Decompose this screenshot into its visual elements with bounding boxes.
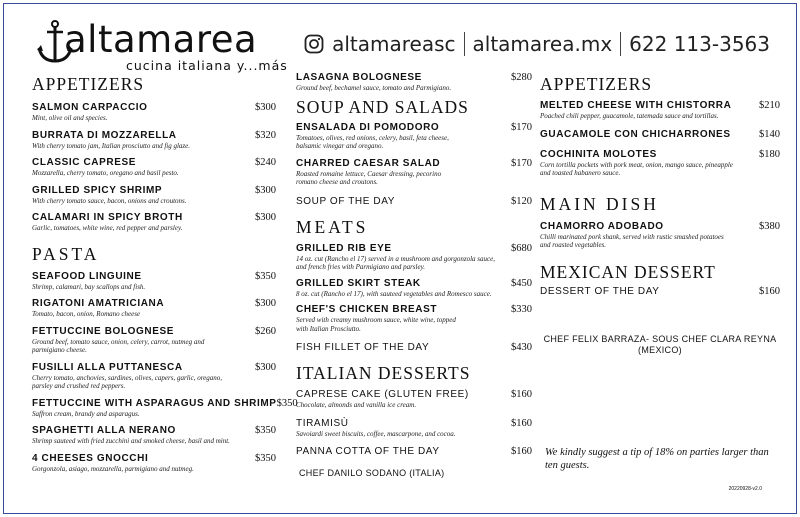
menu-item [540, 129, 780, 140]
item-name: BURRATA DI MOZZARELLA [32, 129, 177, 141]
column-middle [296, 68, 532, 478]
item-desc: Garlic, tomatoes, white wine, red pepper and parsley. [32, 224, 183, 232]
menu-item [540, 149, 780, 178]
tip-note: We kindly suggest a tip of 18% on parties larger than ten guests. [545, 447, 769, 471]
item-name: COCHINITA MOLOTES [540, 148, 657, 160]
item-name: SALMON CARPACCIO [32, 102, 148, 113]
item-name: FISH FILLET OF THE DAY [296, 342, 430, 353]
item-name: CAPRESE CAKE (GLUTEN FREE) [296, 389, 469, 400]
item-desc: 14 oz. cut (Rancho el 17) served in a mushroom and gorgonzola sauce, and french fries with Parmigiano and parsley. [296, 254, 495, 271]
item-name: 4 CHEESES GNOCCHI [32, 452, 149, 464]
chefs-credit: CHEF FELIX BARRAZA- SOUS CHEF CLARA REYNA (MEXICO) [543, 333, 777, 355]
section-title-appetizers-mx: APPETIZERS [540, 74, 653, 94]
item-price: $350 [255, 425, 276, 436]
header [4, 4, 798, 74]
item-price: $140 [759, 128, 780, 140]
item-name: LASAGNA BOLOGNESE [296, 72, 422, 83]
item-desc: With cherry tomato sauce, bacon, onions and croutons. [32, 196, 187, 205]
item-price: $170 [511, 121, 532, 133]
item-desc: 8 oz. cut (Rancho el 17), with sauteed vegetables and Romesco sauce. [296, 289, 492, 298]
item-name: TIRAMISÙ [296, 417, 349, 429]
menu-item [540, 100, 780, 121]
menu-item [32, 212, 276, 233]
menu-item [32, 271, 276, 292]
menu-item [296, 304, 532, 333]
menu-item [296, 196, 532, 207]
tagline: cucina italiana y...más [126, 58, 288, 73]
item-name: GRILLED RIB EYE [296, 242, 392, 254]
item-price: $120 [511, 195, 532, 207]
item-desc: Shrimp sauteed with fried zucchini and smoked cheese, basil and mint. [32, 437, 230, 445]
menu-item [32, 102, 276, 123]
item-price: $450 [511, 277, 532, 289]
item-name: GRILLED SPICY SHRIMP [32, 184, 163, 196]
item-name: DESSERT OF THE DAY [540, 285, 660, 297]
column-right [540, 68, 780, 356]
item-price: $680 [511, 242, 532, 254]
menu-item [32, 185, 276, 206]
item-price: $300 [255, 184, 276, 196]
section-title-italian-desserts: ITALIAN DESSERTS [296, 363, 471, 383]
item-price: $350 [255, 270, 276, 282]
website-link[interactable]: altamarea.mx [472, 32, 613, 56]
item-desc: Chocolate, almonds and vanilla ice cream. [296, 401, 417, 409]
item-price: $170 [511, 157, 532, 169]
column-left [32, 68, 298, 473]
instagram-icon [304, 34, 324, 54]
item-name: ENSALADA DI POMODORO [296, 121, 440, 133]
item-price: $160 [511, 417, 532, 429]
item-desc: Gorgonzola, asiago, mozzarella, parmigiano and nutmeg. [32, 464, 194, 473]
item-name: RIGATONI AMATRICIANA [32, 298, 165, 309]
item-name: CHAMORRO ADOBADO [540, 220, 664, 232]
phone-number[interactable]: 622 113-3563 [629, 32, 770, 56]
menu-item [296, 389, 532, 410]
menu-item [32, 157, 276, 178]
section-title-main-dish: MAIN DISH [540, 193, 659, 214]
item-price: $260 [255, 325, 276, 337]
item-name: CALAMARI IN SPICY BROTH [32, 212, 183, 223]
menu-item [32, 397, 298, 419]
item-desc: Corn tortilla pockets with pork meat, onion, mango sauce, pineapple and toasted habanero sauce. [540, 160, 733, 177]
item-name: SOUP OF THE DAY [296, 195, 396, 207]
menu-item [32, 130, 276, 151]
item-price: $240 [255, 157, 276, 168]
item-desc: Ground beef, tomato sauce, onion, celery, carrot, nutmeg and parmigiano cheese. [32, 337, 205, 354]
menu-item [296, 122, 532, 151]
contact-bar [304, 32, 770, 56]
section-title-soup-salads: SOUP AND SALADS [296, 96, 469, 117]
divider [620, 32, 621, 56]
item-price: $330 [511, 304, 532, 315]
item-price: $320 [255, 129, 276, 141]
item-desc: Tomatoes, olives, red onions, celery, basil, feta cheese, balsamic vinegar and oregano. [296, 133, 449, 150]
chef-credit: CHEF DANILO SODANO (ITALIA) [299, 468, 445, 478]
item-name: SPAGHETTI ALLA NERANO [32, 425, 176, 436]
menu-item [32, 425, 276, 446]
item-desc: Savoiardi sweet biscuits, coffee, mascarpone, and cocoa. [296, 429, 456, 438]
item-price: $160 [511, 389, 532, 400]
menu-item [32, 362, 276, 391]
menu-item [540, 286, 780, 297]
menu-item [296, 243, 532, 272]
divider [464, 32, 465, 56]
logo [36, 18, 288, 74]
item-price: $210 [759, 100, 780, 111]
item-price: $300 [255, 361, 276, 373]
item-price: $160 [759, 285, 780, 297]
item-desc: Saffron cream, brandy and asparagus. [32, 409, 140, 418]
item-desc: Mint, olive oil and species. [32, 114, 108, 122]
item-desc: Chilli marinated pork shank, served with rustic smashed potatoes and roasted vegetables. [540, 232, 724, 249]
menu-item [32, 326, 276, 355]
item-price: $160 [511, 446, 532, 457]
instagram-handle[interactable]: altamareasc [332, 32, 456, 56]
item-desc: Poached chili pepper, guacamole, tatemada sauce and tortillas. [540, 112, 719, 120]
item-desc: Mozzarella, cherry tomato, oregano and basil pesto. [32, 169, 179, 177]
menu-item [32, 298, 276, 319]
item-name: GRILLED SKIRT STEAK [296, 277, 421, 289]
item-price: $180 [759, 148, 780, 160]
item-desc: Cherry tomato, anchovies, sardines, olives, capers, garlic, oregano, parsley and crushed red peppers. [32, 373, 223, 390]
item-name: FETTUCCINE BOLOGNESE [32, 325, 175, 337]
brand-name: altamarea [64, 18, 258, 61]
item-price: $300 [255, 212, 276, 223]
item-name: CHARRED CAESAR SALAD [296, 157, 441, 169]
item-price: $430 [511, 342, 532, 353]
menu-item [540, 221, 780, 250]
section-title-mexican-dessert: MEXICAN DESSERT [540, 261, 716, 282]
menu-item [296, 72, 532, 93]
item-price: $300 [255, 298, 276, 309]
version-label: 20220928-v2.0 [728, 486, 762, 492]
menu-item [296, 342, 532, 353]
item-desc: Tomato, bacon, onion, Romano cheese [32, 310, 141, 318]
item-price: $300 [255, 102, 276, 113]
item-price: $280 [511, 72, 532, 83]
menu-item [32, 453, 276, 474]
item-name: SEAFOOD LINGUINE [32, 270, 142, 282]
item-name: FETTUCCINE WITH ASPARAGUS AND SHRIMP [32, 397, 277, 409]
menu-item [296, 158, 532, 187]
section-title-appetizers: APPETIZERS [32, 74, 145, 94]
item-name: GUACAMOLE CON CHICHARRONES [540, 128, 731, 140]
item-desc: Ground beef, bechamel sauce, tomato and Parmigiano. [296, 84, 452, 92]
item-price: $380 [759, 220, 780, 232]
section-title-pasta: PASTA [32, 243, 100, 264]
menu-item [296, 446, 532, 457]
menu-item [296, 418, 532, 439]
menu-item [296, 278, 532, 299]
item-name: PANNA COTTA OF THE DAY [296, 446, 440, 457]
item-price: $350 [276, 397, 298, 409]
item-desc: Served with creamy mushroom sauce, white wine, topped with Italian Prosciutto. [296, 316, 456, 333]
item-name: CLASSIC CAPRESE [32, 157, 137, 168]
item-desc: With cherry tomato jam, Italian prosciutto and fig glaze. [32, 141, 191, 150]
item-desc: Shrimp, calamari, bay scallops and fish. [32, 282, 146, 291]
item-name: FUSILLI ALLA PUTTANESCA [32, 361, 183, 373]
item-name: MELTED CHEESE WITH CHISTORRA [540, 100, 732, 111]
section-title-meats: MEATS [296, 216, 369, 237]
item-name: CHEF'S CHICKEN BREAST [296, 304, 438, 315]
menu-page [3, 3, 797, 514]
item-desc: Roasted romaine lettuce, Caesar dressing, pecorino romano cheese and croutons. [296, 169, 442, 186]
item-price: $350 [255, 452, 276, 464]
